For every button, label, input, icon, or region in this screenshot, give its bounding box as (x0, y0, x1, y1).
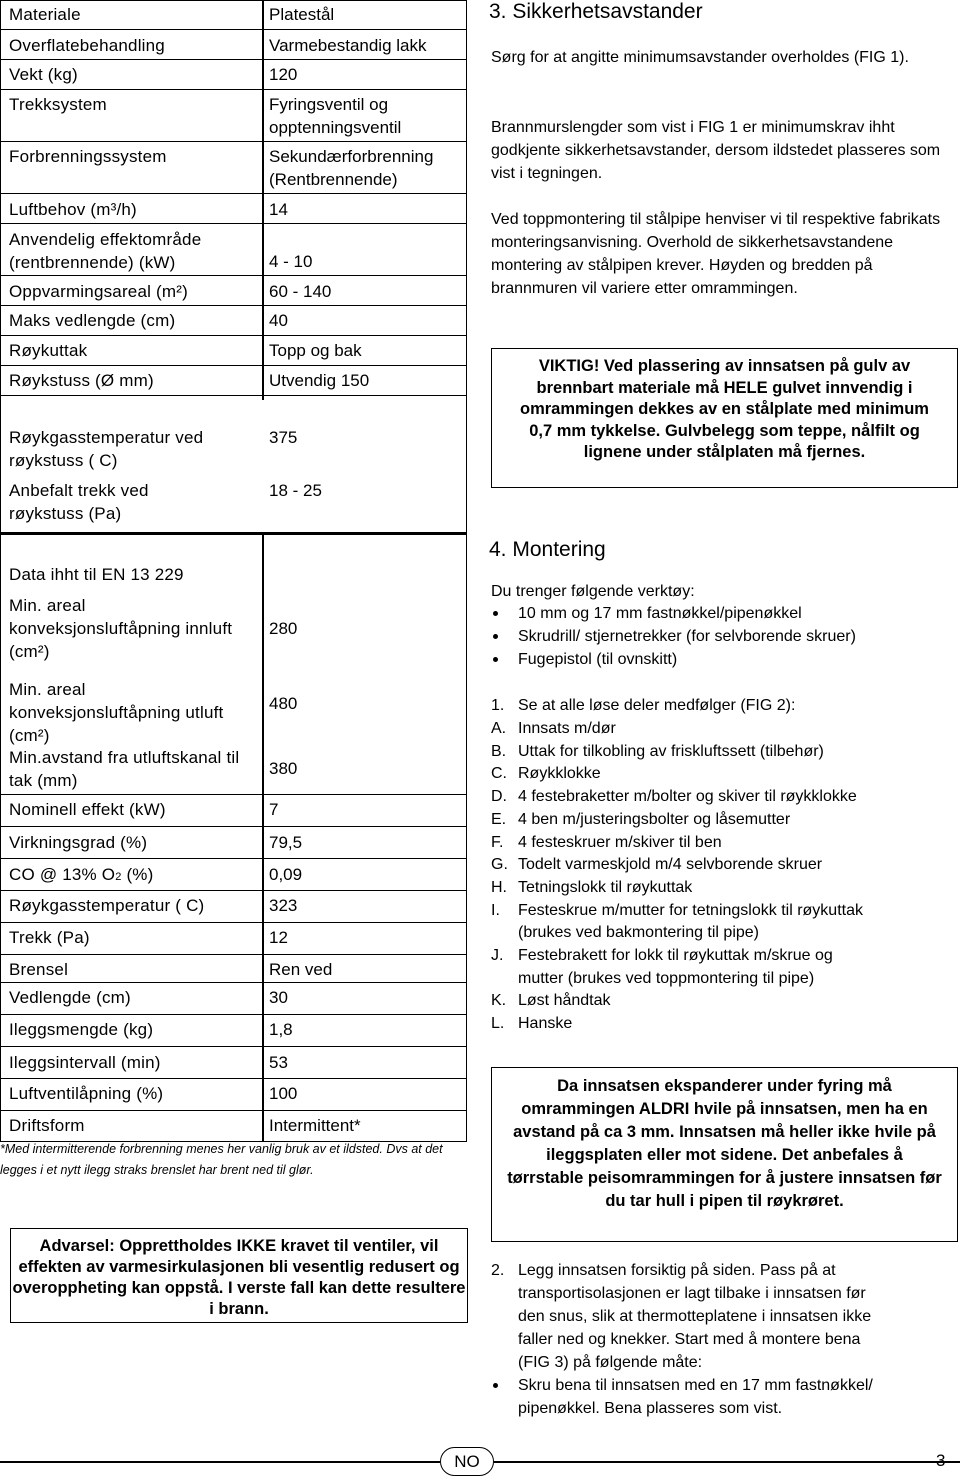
part-key: B. (491, 742, 507, 760)
spec-value: 7 (269, 800, 279, 819)
section-4-title: 4. Montering (489, 538, 606, 561)
spec-value: Topp og bak (269, 341, 362, 360)
part-key: L. (491, 1015, 505, 1033)
part-text: Festebrakett for lokk til røykuttak m/skrue og (518, 947, 833, 964)
step-1-text: Se at alle løse deler medfølger (FIG 2): (518, 697, 796, 714)
spec-label: Min.avstand fra utluftskanal til tak (mm) (9, 748, 240, 790)
spec-value: Utvendig 150 (269, 371, 370, 390)
spec-label: Anvendelig effektområde (rentbrennende) (kW) (9, 230, 202, 272)
spec-value: Ren ved (269, 960, 333, 979)
spec-label: Ileggsmengde (kg) (9, 1020, 154, 1039)
part-text: Løst håndtak (518, 992, 611, 1010)
spec-label: Nominell effekt (kW) (9, 800, 166, 819)
spec-row (0, 1079, 467, 1111)
part-key: J. (491, 947, 504, 964)
bullet-icon (493, 657, 498, 662)
spec-label: Vedlengde (cm) (9, 988, 131, 1007)
spec-label: CO @ 13% O2 (%) (9, 865, 154, 884)
spec-value: Fyringsventil og opptenningsventil (269, 95, 402, 137)
section-3-p3: Ved toppmontering til stålpipe henviser vi til respektive fabrikats monteringsanvisning. Overhold de sikkerhetsavstandene montering av stålpipen krever. Høyden og bredden på brannmuren vil variere etter omrammingen. (491, 211, 941, 297)
spec-value: 40 (269, 311, 288, 330)
spec-row (0, 827, 467, 859)
spec-value: Varmebestandig lakk (269, 36, 427, 55)
viktig-box: VIKTIG! Ved plassering av innsatsen på gulv av brennbart materiale må HELE gulvet innvendig i omrammingen dekkes av en stålplate med minimum 0,7 mm tykkelse. Gulvbelegg som teppe, nålfilt og lignene under stålplaten må fjernes. (491, 348, 958, 488)
important-box: Da innsatsen ekspanderer under fyring må omrammingen ALDRI hvile på innsatsen, men ha en avstand på ca 3 mm. Innsatsen må heller ikke hvile på ileggsplaten eller mot sidene. Det anbefales å tørrstable peisomrammingen for å justere innsatsen før du tar hull i pipen til røykrøret. (491, 1067, 958, 1242)
spec-value: 380 (269, 759, 298, 778)
spec-row (0, 336, 467, 366)
part-text: (brukes ved bakmontering til pipe) (518, 924, 760, 942)
step-2-line: (FIG 3) på følgende måte: (518, 1354, 703, 1371)
spec-row (0, 0, 467, 30)
section-3-p1: Sørg for at angitte minimumsavstander overholdes (FIG 1). (491, 49, 909, 66)
part-text: Innsats m/dør (518, 720, 616, 737)
spec-label: Brensel (9, 960, 69, 979)
spec-row (0, 561, 467, 661)
ventilation-warning: Advarsel: Opprettholdes IKKE kravet til ventiler, vil effekten av varmesirkulasjonen bli vesentlig redusert og overoppheting kan oppstå. I verste fall kan dette resultere i brann. (10, 1228, 468, 1323)
spec-row (0, 636, 467, 745)
spec-value: 18 - 25 (269, 481, 322, 500)
spec-value: 30 (269, 988, 288, 1007)
spec-value: 120 (269, 65, 298, 84)
spec-value: 12 (269, 928, 288, 947)
spec-label: Røykgasstemperatur ( C) (9, 896, 205, 915)
spec-row (0, 923, 467, 955)
part-text: Todelt varmeskjold m/4 selvborende skruer (518, 856, 823, 874)
spec-label: Virkningsgrad (%) (9, 833, 148, 852)
step-2-line: den snus, slik at thermotteplatene i innsatsen ikke (518, 1308, 872, 1325)
language-badge: NO (440, 1447, 494, 1476)
part-key: D. (491, 788, 507, 806)
part-text: 4 festeskruer m/skiver til ben (518, 833, 722, 851)
spec-divider (261, 533, 467, 535)
spec-value: 1,8 (269, 1020, 293, 1039)
spec-row (0, 60, 467, 90)
spec-row (0, 983, 467, 1015)
spec-value: 480 (269, 694, 298, 713)
spec-row (0, 396, 467, 470)
spec-row (0, 711, 467, 795)
spec-label: Trekk (Pa) (9, 928, 90, 947)
spec-row (0, 1047, 467, 1079)
spec-value: 323 (269, 896, 298, 915)
spec-row (0, 533, 467, 584)
part-key: K. (491, 992, 507, 1010)
tool-item: Skrudrill/ stjernetrekker (for selvborende skruer) (518, 628, 856, 645)
step-2-line: Legg innsatsen forsiktig på siden. Pass på at (518, 1262, 836, 1279)
part-key: I. (491, 901, 500, 919)
spec-value: Platestål (269, 5, 335, 24)
spec-value: 60 - 140 (269, 282, 332, 301)
spec-label: Oppvarmingsareal (m²) (9, 282, 188, 301)
spec-row (0, 194, 467, 224)
spec-label: Røykuttak (9, 341, 88, 360)
spec-row (0, 30, 467, 60)
section-3-p2: Brannmurslengder som vist i FIG 1 er minimumskrav ihht godkjente sikkerhetsavstander, dersom ildstedet plasseres som vist i tegningen. (491, 119, 941, 182)
spec-value: 4 - 10 (269, 252, 313, 271)
spec-label: Overflatebehandling (9, 36, 165, 55)
part-key: A. (491, 720, 507, 737)
spec-label: Maks vedlengde (cm) (9, 311, 176, 330)
spec-value: 14 (269, 200, 288, 219)
part-text: Uttak for tilkobling av friskluftssett (tilbehør) (518, 742, 824, 760)
spec-row (0, 891, 467, 923)
spec-divider (0, 533, 261, 535)
tool-item: Fugepistol (til ovnskitt) (518, 651, 678, 668)
spec-label: Driftsform (9, 1116, 85, 1135)
spec-label: Forbrenningssystem (9, 147, 167, 166)
spec-label: Luftventilåpning (%) (9, 1084, 164, 1103)
part-key: G. (491, 856, 508, 874)
part-text: Festeskrue m/mutter for tetningslokk til røykuttak (518, 901, 863, 919)
spec-value: 100 (269, 1084, 298, 1103)
spec-label: Luftbehov (m³/h) (9, 200, 137, 219)
spec-row (0, 955, 467, 983)
step-2-bullet-line: Skru bena til innsatsen med en 17 mm fastnøkkel/ (518, 1377, 873, 1394)
step-2-line: faller ned og knekker. Start med å montere bena (518, 1331, 861, 1348)
spec-value: 79,5 (269, 833, 303, 852)
part-text: 4 festebraketter m/bolter og skiver til røykklokke (518, 788, 857, 806)
spec-row (0, 366, 467, 396)
part-key: C. (491, 765, 507, 783)
tool-item: 10 mm og 17 mm fastnøkkel/pipenøkkel (518, 605, 802, 622)
step-2-bullet-line: pipenøkkel. Bena plasseres som vist. (518, 1400, 783, 1417)
spec-row (0, 1015, 467, 1047)
spec-label: Røykstuss (Ø mm) (9, 371, 154, 390)
spec-label: Anbefalt trekk ved røykstuss (Pa) (9, 481, 149, 523)
spec-value: 53 (269, 1053, 288, 1072)
page-number: 3 (936, 1451, 946, 1470)
tools-intro: Du trenger følgende verktøy: (491, 583, 695, 600)
spec-row (0, 859, 467, 891)
step-1-number: 1. (491, 697, 505, 714)
spec-label: Min. areal konveksjonsluftåpning utluft (cm²) (9, 680, 224, 745)
spec-row (0, 306, 467, 336)
bullet-icon (493, 1383, 498, 1388)
spec-row (0, 795, 467, 827)
spec-value: 0,09 (269, 865, 303, 884)
spec-label: Data ihht til EN 13 229 (9, 565, 184, 584)
spec-label: Materiale (9, 5, 81, 24)
spec-label: Vekt (kg) (9, 65, 78, 84)
spec-label: Min. areal konveksjonsluftåpning innluft (cm²) (9, 596, 233, 661)
footer-rule-left (0, 1461, 440, 1463)
part-text: mutter (brukes ved toppmontering til pipe) (518, 969, 815, 987)
spec-label: Ileggsintervall (min) (9, 1053, 161, 1072)
spec-label: Trekksystem (9, 95, 107, 114)
spec-label: Røykgasstemperatur ved røykstuss ( C) (9, 428, 204, 470)
spec-row (0, 142, 467, 194)
part-key: H. (491, 878, 507, 896)
part-text: Røykklokke (518, 765, 601, 783)
footnote: *Med intermitterende forbrenning menes her vanlig bruk av et ildsted. Dvs at det legges i et nytt ilegg straks brenslet har brent ned til glør. (0, 1142, 443, 1177)
part-text: 4 ben m/justeringsbolter og låsemutter (518, 810, 791, 828)
bullet-icon (493, 611, 498, 616)
spec-value: 375 (269, 428, 298, 447)
spec-row (0, 224, 467, 276)
part-text: Tetningslokk til røykuttak (518, 878, 693, 896)
step-2-line: transportisolasjonen er lagt tilbake i innsatsen før (518, 1285, 866, 1302)
spec-row (0, 449, 467, 533)
spec-row (0, 90, 467, 142)
footer-rule-right (494, 1461, 960, 1463)
spec-row (0, 276, 467, 306)
section-3-title: 3. Sikkerhetsavstander (489, 0, 703, 23)
spec-value: Sekundærforbrenning (Rentbrennende) (269, 147, 434, 189)
spec-value: 280 (269, 619, 298, 638)
spec-row (0, 1111, 467, 1142)
part-text: Hanske (518, 1015, 573, 1033)
part-key: F. (491, 833, 504, 851)
bullet-icon (493, 634, 498, 639)
step-2-num: 2. (491, 1262, 505, 1279)
part-key: E. (491, 810, 507, 828)
spec-value: Intermittent* (269, 1116, 361, 1135)
